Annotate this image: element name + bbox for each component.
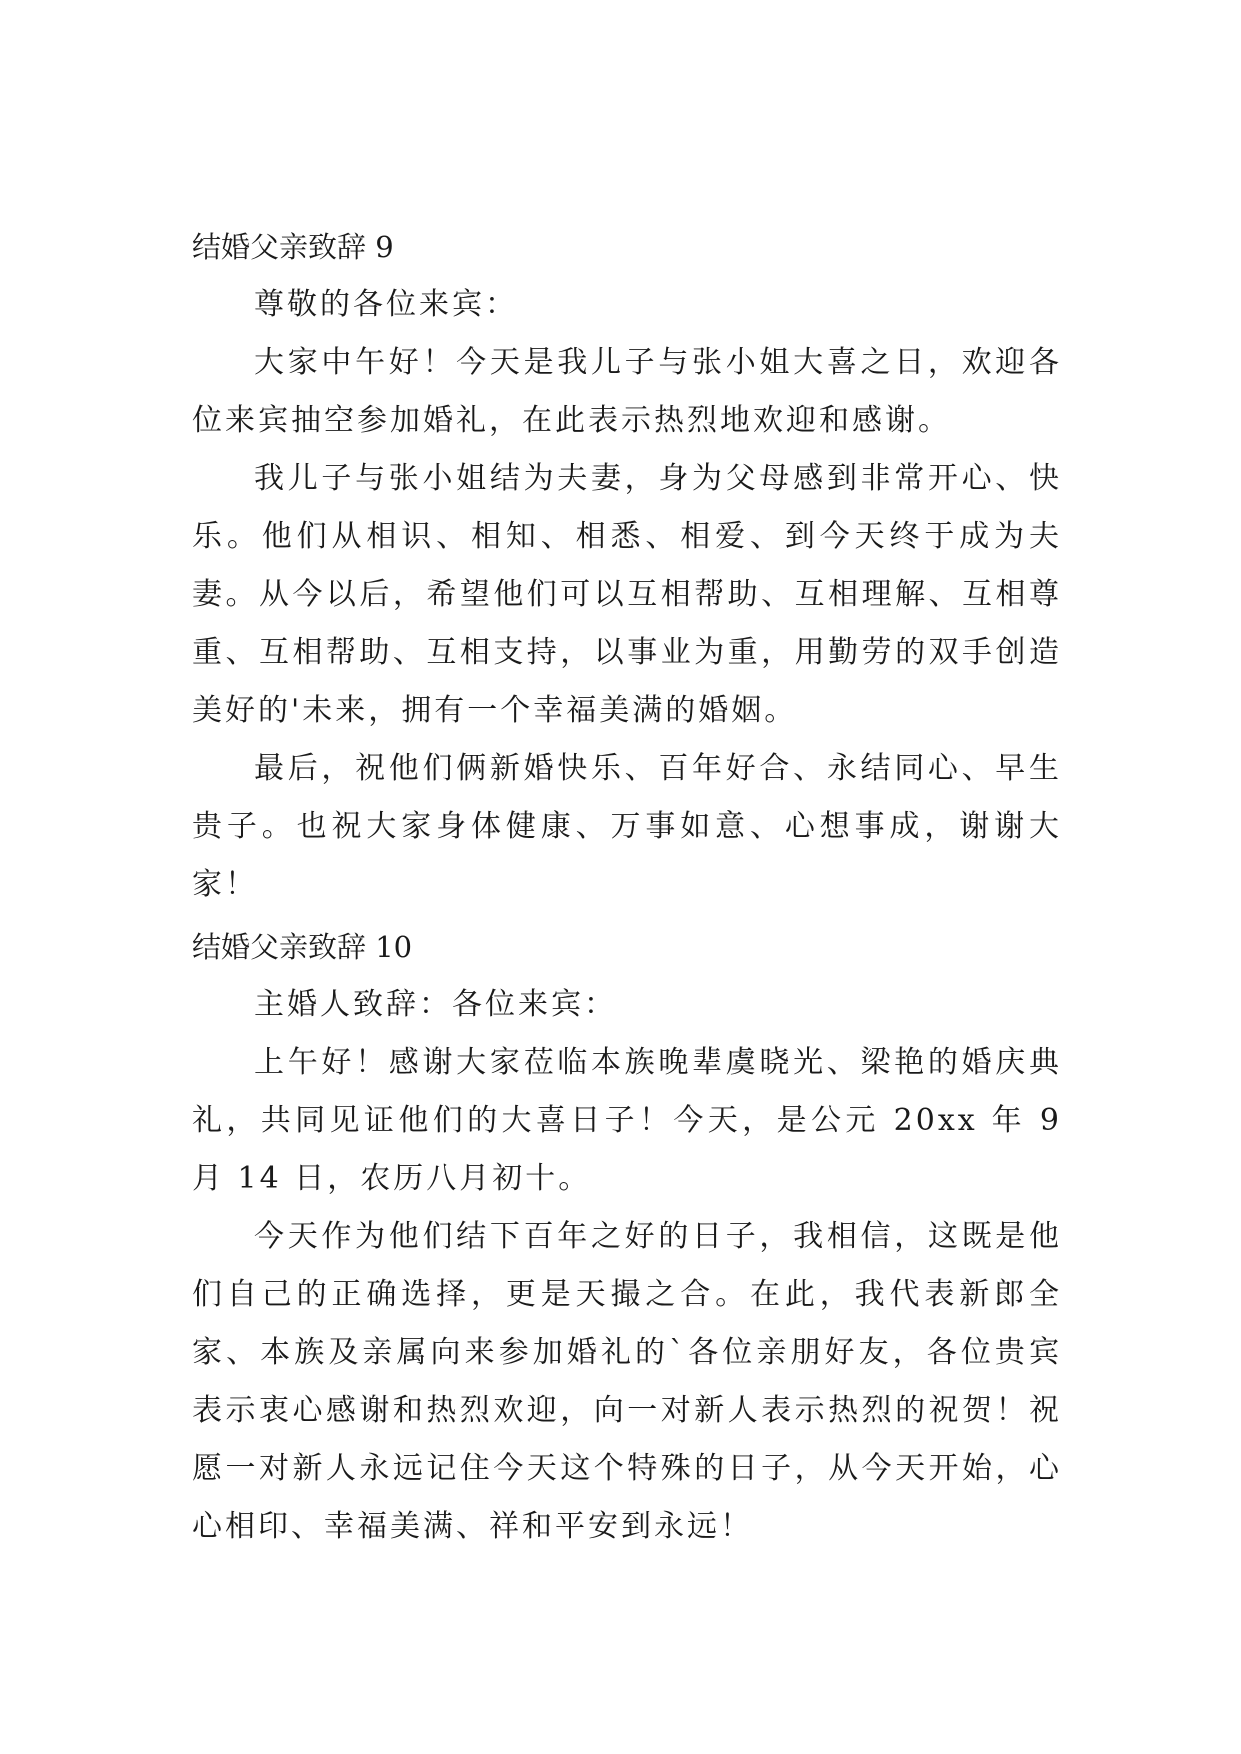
salutation-paragraph: 尊敬的各位来宾：	[254, 287, 518, 322]
body-paragraph: 今天作为他们结下百年之好的日子，我相信，这既是他们自己的正确选择，更是天撮之合。在此，我代表新郎全家、本族及亲属向来参加婚礼的`各位亲朋好友，各位贵宾表示衷心感谢和热烈欢迎，向一对新人表示热烈的祝贺！祝愿一对新人永远记住今天这个特殊的日子，从今天开始，心心相印、幸福美满、祥和平安到永远！	[192, 1219, 1062, 1544]
body-paragraph: 上午好！感谢大家莅临本族晚辈虞晓光、梁艳的婚庆典礼，共同见证他们的大喜日子！今天，是公元 20xx 年 9 月 14 日，农历八月初十。	[192, 1045, 1062, 1196]
section-heading: 结婚父亲致辞 9	[192, 230, 394, 264]
body-paragraph: 大家中午好！今天是我儿子与张小姐大喜之日，欢迎各位来宾抽空参加婚礼，在此表示热烈地欢迎和感谢。	[192, 345, 1062, 438]
closing-paragraph: 最后，祝他们俩新婚快乐、百年好合、永结同心、早生贵子。也祝大家身体健康、万事如意、心想事成，谢谢大家！	[192, 751, 1062, 902]
speech-section-9	[192, 218, 1062, 914]
body-paragraph: 我儿子与张小姐结为夫妻，身为父母感到非常开心、快乐。他们从相识、相知、相悉、相爱、到今天终于成为夫妻。从今以后，希望他们可以互相帮助、互相理解、互相尊重、互相帮助、互相支持，以事业为重，用勤劳的双手创造美好的'未来，拥有一个幸福美满的婚姻。	[192, 461, 1062, 728]
speech-section-10	[192, 918, 1062, 1556]
section-heading: 结婚父亲致辞 10	[192, 930, 413, 964]
salutation-paragraph: 主婚人致辞：各位来宾：	[254, 987, 617, 1022]
